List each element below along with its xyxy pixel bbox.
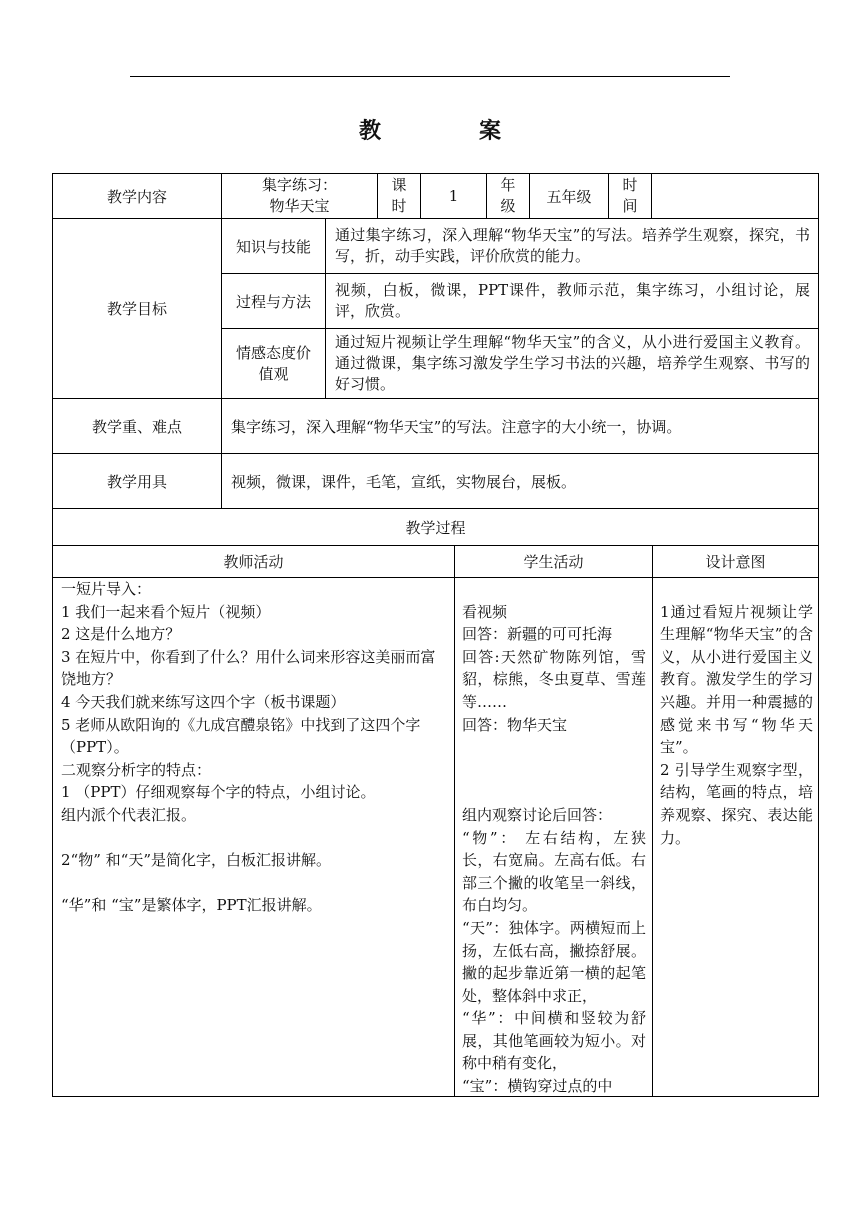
- tools-text: 视频，微课，课件，毛笔，宣纸，实物展台，展板。: [231, 472, 577, 491]
- knowledge-skills-label: 知识与技能: [235, 237, 311, 256]
- process-methods-label: 过程与方法: [235, 292, 311, 311]
- key-points-label: 教学重、难点: [91, 417, 182, 436]
- key-points-label-cell: [53, 399, 221, 453]
- lesson-label-cell: [378, 174, 420, 218]
- column-header-student: [455, 546, 652, 577]
- design-intent-header: 设计意图: [705, 553, 766, 571]
- title-char-1: 教: [358, 118, 381, 144]
- design-intent-text: 1通过看短片视频让学生理解“物华天宝”的含义，从小进行爱国主义教育。激发学生的学习兴趣。并用一种震撼的感觉来书写“物华天宝”。 2 引导学生观察字型，结构，笔画的特点，培养观察、探究、表达能力。: [660, 602, 813, 847]
- lesson-label: 课 时: [391, 176, 407, 215]
- teacher-activity-cell: [53, 578, 454, 1096]
- key-points-text: 集字练习，深入理解“物华天宝”的写法。注意字的大小统一，协调。: [231, 417, 682, 436]
- lesson-value-cell: [421, 174, 486, 218]
- grade-value-cell: [530, 174, 608, 218]
- time-label: 时 间: [622, 176, 638, 215]
- objectives-label-cell: [53, 219, 221, 398]
- student-activity-text: 看视频 回答：新疆的可可托海 回答:天然矿物陈列馆，雪貂，棕熊，冬虫夏草、雪莲等…… 回答：物华天宝 组内观察讨论后回答： “物”： 左右结构，左狭长，右宽扁。左高右低。右部三个撇的收笔呈一斜线，布白均匀。 “天”：独体字。两横短而上扬，左低右高，撇捺舒展。撇的起步靠近第一横的起笔处，整体斜中求正， “华”：中间横和竖较为舒展，其他笔画较为短小。对称中稍有变化， “宝”：横钩穿过点的中: [462, 602, 646, 1096]
- header-rule: [130, 76, 730, 77]
- process-heading-cell: [53, 509, 818, 545]
- tools-text-cell: [222, 454, 818, 508]
- student-activity-cell: [455, 578, 652, 1096]
- teacher-activity-header: 教师活动: [223, 553, 284, 571]
- objectives-label: 教学目标: [106, 300, 167, 318]
- title-char-2: 案: [479, 118, 502, 144]
- grade-value: 五年级: [546, 187, 592, 206]
- time-label-cell: [609, 174, 651, 218]
- info-label-cell: [53, 174, 221, 218]
- key-points-text-cell: [222, 399, 818, 453]
- tools-label: 教学用具: [106, 472, 167, 491]
- lesson-value: 1: [448, 187, 459, 205]
- time-value-cell: [652, 174, 818, 218]
- student-activity-header: 学生活动: [523, 553, 584, 571]
- info-content-cell: [222, 174, 377, 218]
- process-heading: 教学过程: [405, 518, 466, 537]
- objective-text-cell-1: [326, 219, 818, 273]
- grade-label: 年 级: [500, 176, 516, 215]
- objective-text-cell-2: [326, 274, 818, 328]
- grade-label-cell: [487, 174, 529, 218]
- document-title: [0, 114, 860, 145]
- column-header-teacher: [53, 546, 454, 577]
- objective-text-cell-3: [326, 329, 818, 398]
- teaching-content-value: 集字练习： 物华天宝: [261, 176, 337, 215]
- design-intent-cell: [653, 578, 818, 1096]
- attitude-values-text: 通过短片视频让学生理解“物华天宝”的含义，从小进行爱国主义教育。通过微课，集字练习激发学生学习书法的兴趣，培养学生观察、书写的好习惯。: [335, 333, 810, 393]
- process-methods-text: 视频，白板，微课，PPT课件，教师示范，集字练习，小组讨论，展评，欣赏。: [335, 281, 810, 320]
- objective-label-cell-1: [222, 219, 325, 273]
- objective-label-cell-3: [222, 329, 325, 398]
- column-header-design: [653, 546, 818, 577]
- knowledge-skills-text: 通过集字练习，深入理解“物华天宝”的写法。培养学生观察，探究，书写，折，动手实践，评价欣赏的能力。: [335, 226, 810, 265]
- tools-label-cell: [53, 454, 221, 508]
- teaching-content-label: 教学内容: [106, 187, 167, 206]
- attitude-values-label: 情感态度价值观: [235, 343, 311, 383]
- objective-label-cell-2: [222, 274, 325, 328]
- teacher-activity-text: 一短片导入： 1 我们一起来看个短片（视频） 2 这是什么地方？ 3 在短片中，你看到了什么？用什么词来形容这美丽而富饶地方？ 4 今天我们就来练写这四个字（板书课题） 5 老师从欧阳询的《九成宫醴泉铭》中找到了这四个字（PPT）。 二观察分析字的特点： 1 （PPT）仔细观察每个字的特点，小组讨论。 组内派个代表汇报。 2“物” 和“天”是简化字，白板汇报讲解。 “华”和 “宝”是繁体字，PPT汇报讲解。: [61, 580, 436, 915]
